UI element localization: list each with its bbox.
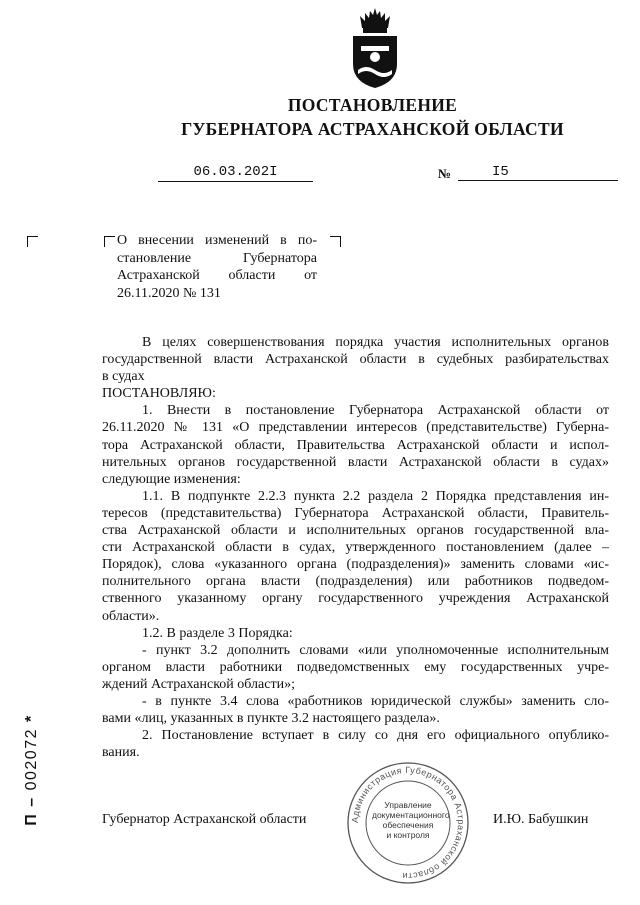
subject-line: Астраханской области от (117, 268, 317, 283)
number-label: № (438, 166, 452, 181)
signatory-title: Губернатор Астраханской области (102, 812, 307, 827)
body-line: сти Астраханской области в судах, утвержденного постановлением (далее – (102, 540, 609, 556)
body-line: тора Астраханской области, Правительства Астраханской области и испол- (102, 437, 609, 453)
astrakhan-coat-of-arms-icon (350, 6, 400, 90)
body-line: 1.2. В разделе 3 Порядка: (142, 625, 293, 641)
body-line: 26.11.2020 № 131 «О представлении интересов (представительстве) Губерна- (102, 420, 609, 436)
body-line: - в пункте 3.4 слова «работников юридической службы» заменить сло- (142, 693, 609, 709)
seal-line: документационного (372, 810, 450, 820)
body-line: Порядок), слова «указанного органа (подразделения)» заменить словами «ис- (102, 557, 609, 573)
subject-line: О внесении изменений в по- (117, 233, 317, 248)
subject-line: становление Губернатора (117, 250, 317, 266)
signatory-name: И.Ю. Бабушкин (493, 812, 589, 827)
issuer-title: ГУБЕРНАТОРА АСТРАХАНСКОЙ ОБЛАСТИ (181, 119, 564, 139)
subject-corner-left (104, 236, 115, 247)
document-subject (117, 232, 317, 302)
body-line: В целях совершенствования порядка участия исполнительных органов (142, 335, 609, 350)
body-line: - пункт 3.2 дополнить словами «или уполномоченные исполнительным (142, 642, 609, 658)
seal-line: и контроля (386, 830, 430, 840)
body-line: государственной власти Астраханской области в судебных разбирательствах (102, 352, 609, 368)
serial-prefix: П – (23, 796, 40, 826)
body-line: ПОСТАНОВЛЯЮ: (102, 386, 216, 402)
form-serial-number (17, 705, 47, 835)
document-title: ПОСТАНОВЛЕНИЕ (287, 95, 458, 115)
body-line: в судах (102, 369, 145, 385)
margin-corner-mark (27, 236, 38, 247)
document-body (102, 334, 609, 761)
body-line: полнительного органа власти (подразделения) или работников подведом- (102, 574, 609, 590)
serial-mark: * (23, 714, 40, 723)
body-line: вания. (102, 745, 140, 761)
body-line: следующие изменения: (102, 471, 241, 487)
body-line: вами «лиц, указанных в пункте 3.2 настоящего раздела». (102, 711, 440, 727)
seal-line: Управление (384, 800, 432, 810)
body-line: ственного указанному органу государственного учреждения Астраханской (102, 591, 609, 607)
body-line: нительных органов государственной власти Астраханской области в судах» (102, 454, 609, 470)
document-number: I5 (458, 164, 618, 181)
document-date: 06.03.202I (158, 164, 313, 182)
body-line: области». (102, 608, 160, 624)
body-line: 1.1. В подпункте 2.2.3 пункта 2.2 раздела 2 Порядка представления ин- (142, 488, 609, 504)
body-line: органом власти работники подведомственных ему государственных учре- (102, 659, 609, 675)
body-line: 1. Внести в постановление Губернатора Астраханской области от (142, 403, 609, 419)
body-line: 2. Постановление вступает в силу со дня его официального опублико- (142, 728, 609, 744)
subject-line: 26.11.2020 № 131 (117, 285, 221, 301)
serial-number: 002072 (23, 728, 40, 791)
body-line: ждений Астраханской области»; (102, 676, 295, 692)
body-line: тересов (представительства) Губернатора Астраханской области, Правитель- (102, 505, 609, 521)
body-line: ства Астраханской области и исполнительных органов государственной вла- (102, 523, 609, 539)
seal-line: обеспечения (382, 820, 434, 830)
seal-ring-text: Администрация Губернатора Астраханской области (349, 764, 467, 882)
seal-center-text (372, 800, 450, 840)
subject-corner-right (330, 236, 341, 247)
